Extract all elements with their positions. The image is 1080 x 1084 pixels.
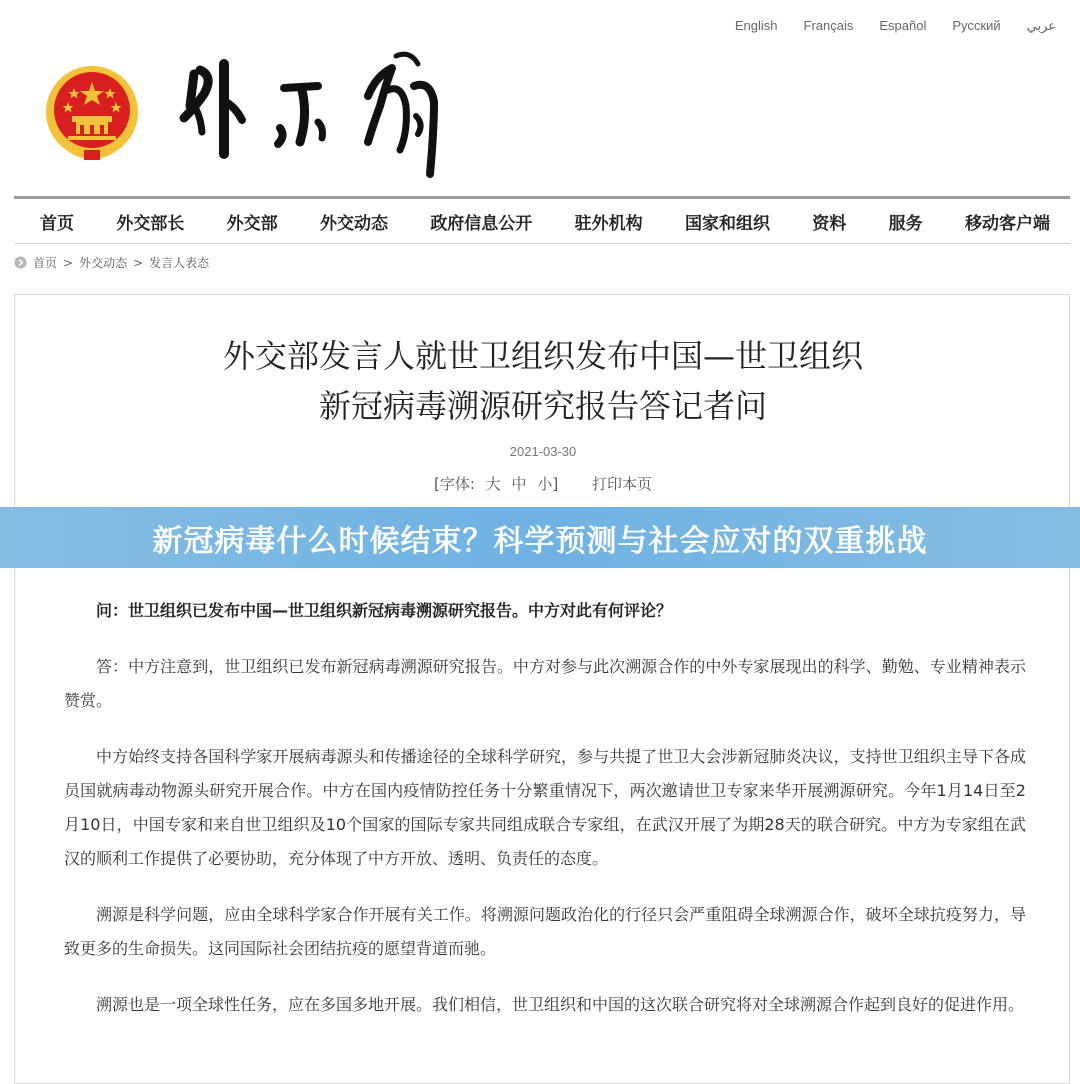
lang-english[interactable]: English (734, 18, 778, 33)
nav-home[interactable]: 首页 (40, 213, 74, 234)
nav-mobile-client[interactable]: 移动客户端 (964, 213, 1050, 234)
article-title-line2: 新冠病毒溯源研究报告答记者问 (318, 387, 767, 425)
main-nav (14, 196, 1070, 244)
nav-countries-orgs[interactable]: 国家和组织 (684, 213, 770, 234)
ministry-calligraphy-logo[interactable] (172, 46, 462, 186)
font-size-label: [字体: (434, 475, 475, 493)
breadcrumb-section[interactable]: 外交动态 (79, 256, 128, 270)
article-date: 2021-03-30 (509, 444, 577, 459)
breadcrumb (14, 254, 209, 271)
article-tools (15, 473, 1071, 494)
article-paragraph: 溯源也是一项全球性任务，应在多国多地开展。我们相信，世卫组织和中国的这次联合研究将对全球溯源合作起到良好的促进作用。 (96, 995, 1025, 1014)
article-paragraph: 答：中方注意到，世卫组织已发布新冠病毒溯源研究报告。中方对参与此次溯源合作的中外专家展现出的科学、勤勉、专业精神表示赞赏。 (64, 657, 1026, 710)
article-title-line1: 外交部发言人就世卫组织发布中国—世卫组织 (222, 337, 863, 375)
article-question: 问：世卫组织已发布中国—世卫组织新冠病毒溯源研究报告。中方对此有何评论？ (96, 601, 673, 620)
article-body (64, 594, 1026, 1044)
lang-russian[interactable]: Русский (952, 18, 1001, 33)
article-paragraph: 溯源是科学问题，应由全球科学家合作开展有关工作。将溯源问题政治化的行径只会严重阻碍全球溯源合作，破坏全球抗疫努力，导致更多的生命损失。这同国际社会团结抗疫的愿望背道而驰。 (64, 905, 1026, 958)
print-page-link[interactable]: 打印本页 (591, 475, 652, 493)
breadcrumb-arrow-icon (14, 256, 27, 269)
article-title (15, 331, 1071, 431)
font-size-medium[interactable]: 中 (511, 475, 527, 493)
breadcrumb-separator: > (63, 255, 74, 270)
nav-foreign-minister[interactable]: 外交部长 (116, 213, 185, 234)
lang-french[interactable]: Français (803, 18, 854, 33)
nav-resources[interactable]: 资料 (812, 213, 847, 234)
nav-ministry[interactable]: 外交部 (226, 213, 278, 234)
nav-services[interactable]: 服务 (888, 213, 923, 234)
font-size-large[interactable]: 大 (485, 475, 501, 493)
lang-arabic[interactable]: عربي (1026, 18, 1056, 33)
language-switcher (735, 18, 1056, 34)
nav-diplomatic-news[interactable]: 外交动态 (319, 213, 388, 234)
lang-spanish[interactable]: Español (879, 18, 927, 33)
font-size-small[interactable]: 小] (537, 475, 559, 493)
nav-gov-info[interactable]: 政府信息公开 (430, 213, 533, 234)
breadcrumb-home[interactable]: 首页 (33, 256, 58, 270)
national-emblem-icon[interactable] (44, 64, 140, 164)
nav-missions-abroad[interactable]: 驻外机构 (574, 213, 643, 234)
breadcrumb-separator: > (133, 255, 144, 270)
overlay-banner (0, 507, 1080, 568)
banner-headline: 新冠病毒什么时候结束？科学预测与社会应对的双重挑战 (152, 523, 928, 559)
article-paragraph: 中方始终支持各国科学家开展病毒源头和传播途径的全球科学研究，参与共提了世卫大会涉新冠肺炎决议，支持世卫组织主导下各成员国就病毒动物源头研究开展合作。中方在国内疫情防控任务十分繁重情况下，两次邀请世卫专家来华开展溯源研究。今年1月14日至2月10日，中国专家和来自世卫组织及10个国家的国际专家共同组成联合专家组，在武汉开展了为期28天的联合研究。中方为专家组在武汉的顺利工作提供了必要协助，充分体现了中方开放、透明、负责任的态度。 (64, 747, 1026, 868)
breadcrumb-current[interactable]: 发言人表态 (149, 256, 210, 270)
